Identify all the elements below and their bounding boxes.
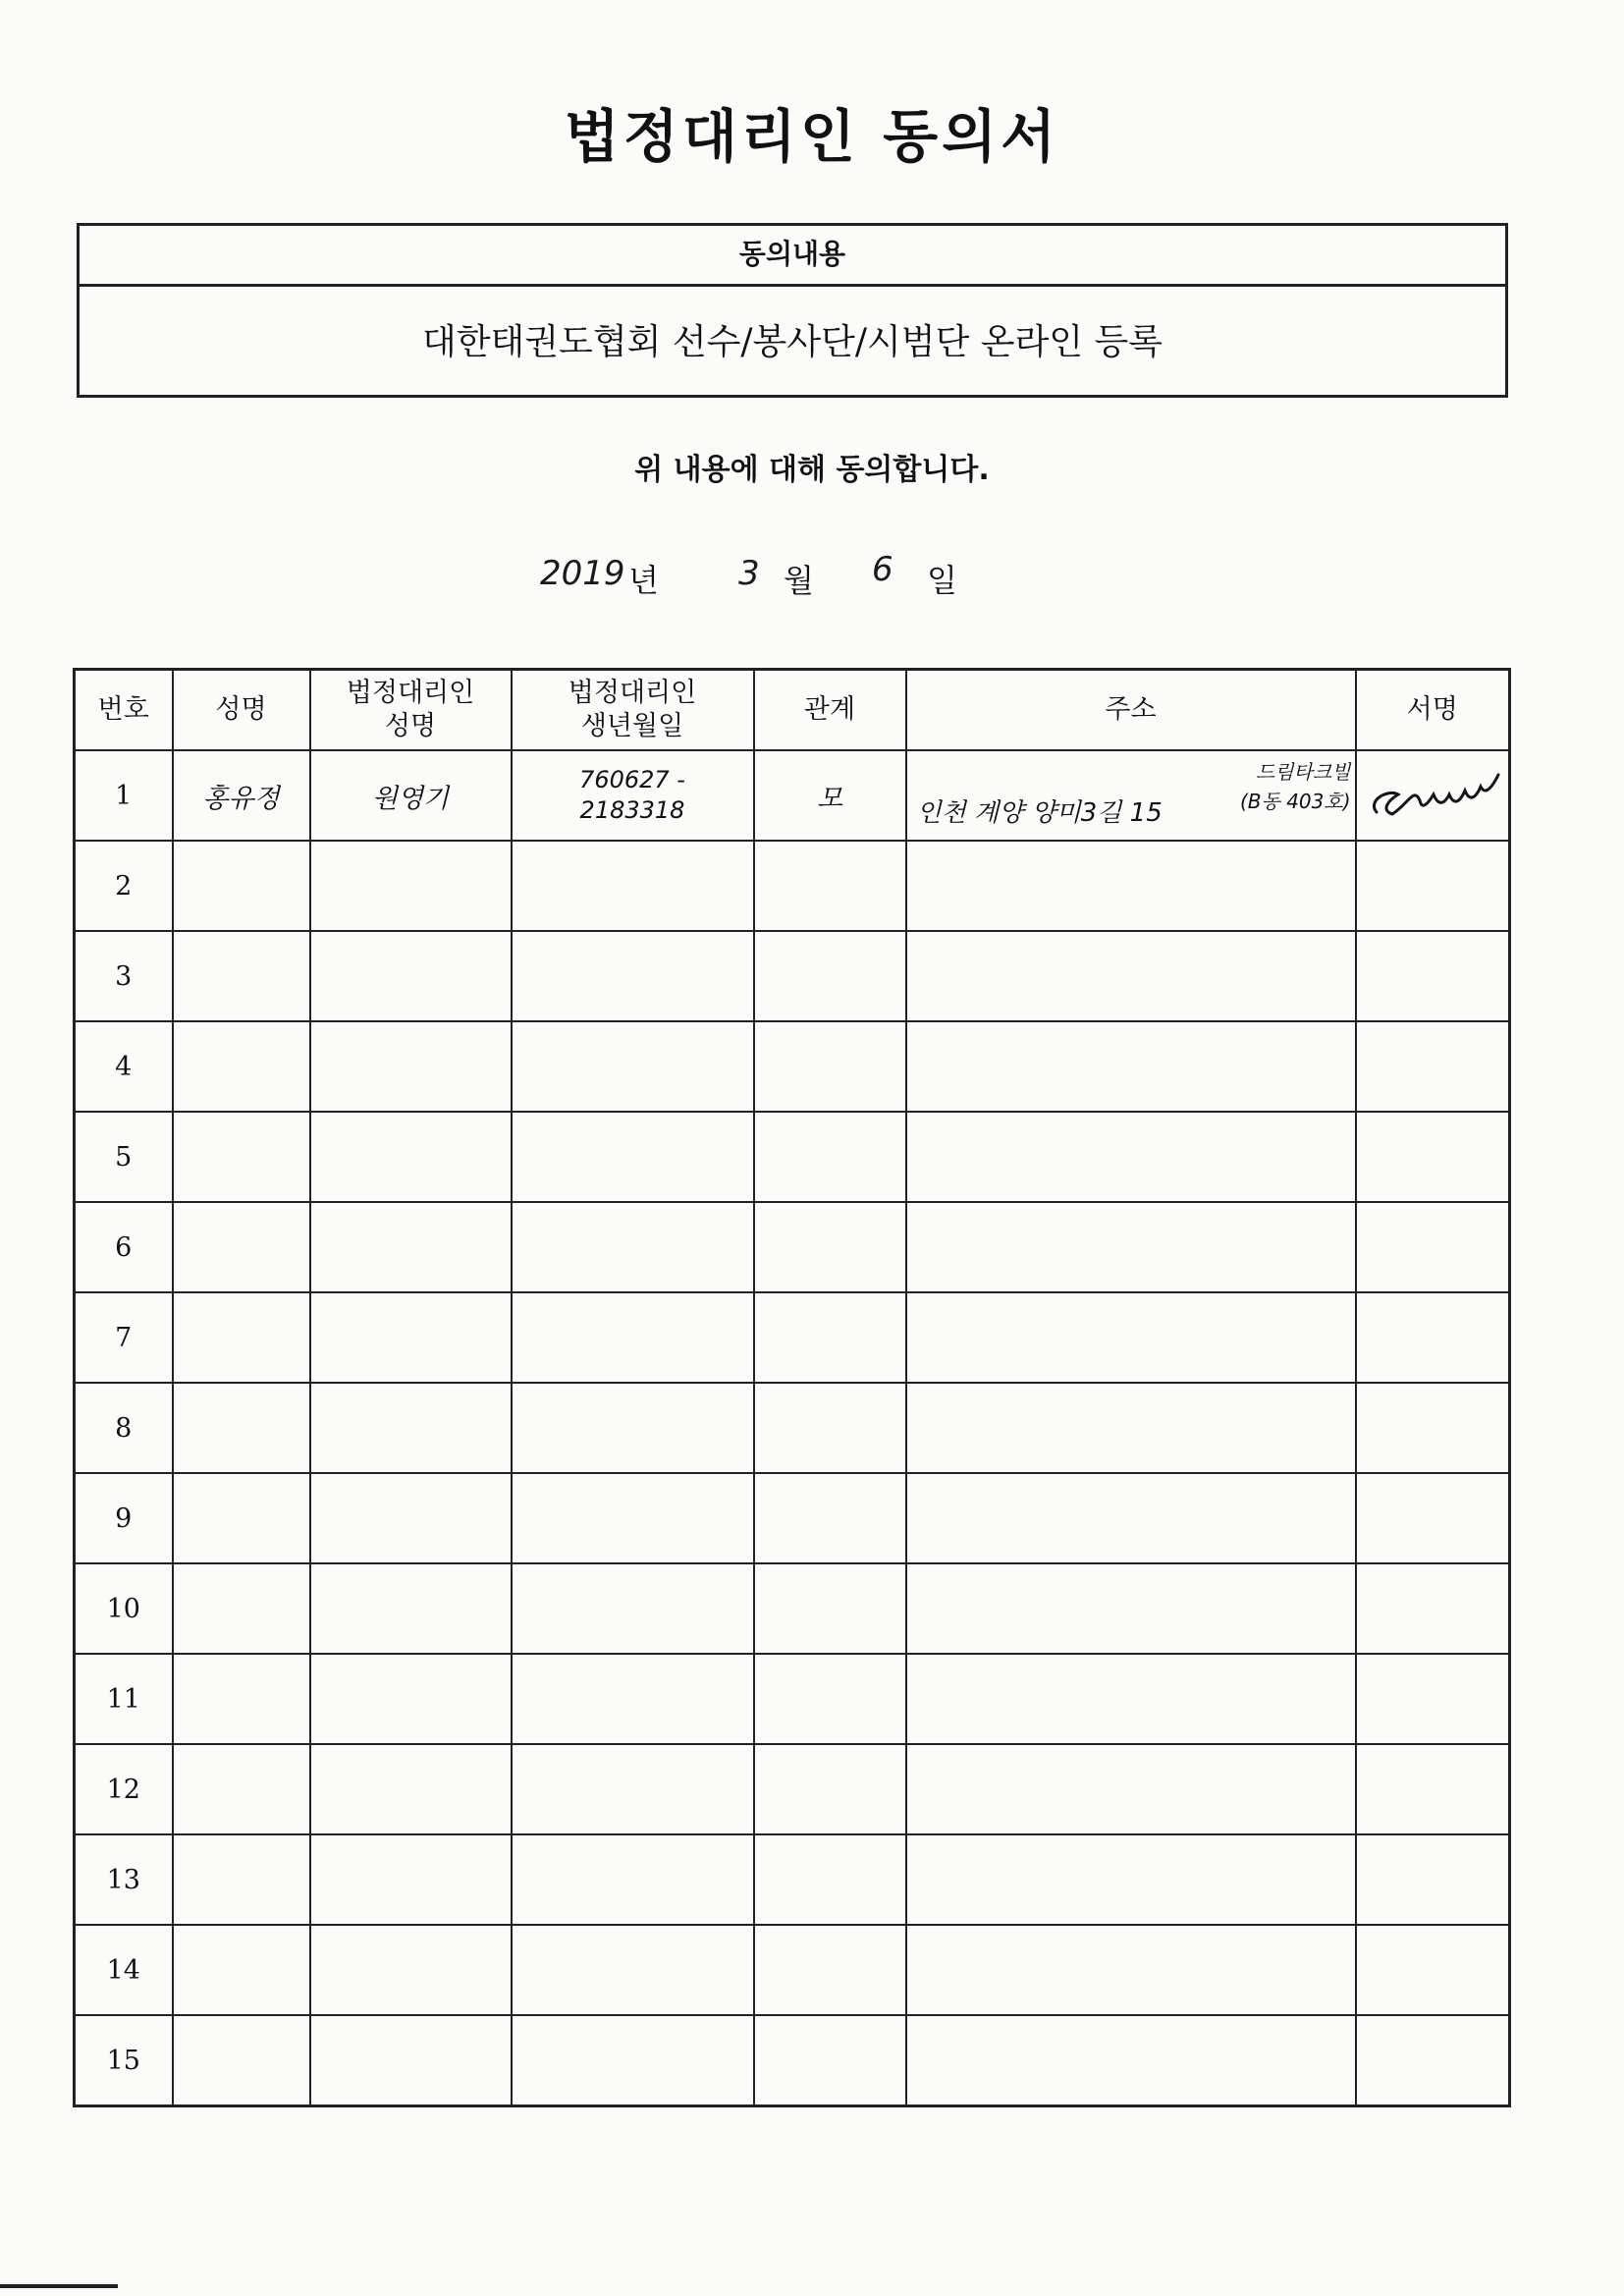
guardian-name: 원영기 xyxy=(310,750,512,841)
table-row xyxy=(75,1383,1510,1473)
empty-cell xyxy=(173,931,310,1021)
empty-cell xyxy=(906,1473,1356,1563)
table-row xyxy=(75,1744,1510,1834)
empty-cell xyxy=(906,931,1356,1021)
row-number: 10 xyxy=(75,1563,173,1654)
empty-cell xyxy=(906,2015,1356,2106)
document-title: 법정대리인 동의서 xyxy=(564,103,1060,170)
empty-cell xyxy=(310,841,512,931)
table-row xyxy=(75,1202,1510,1292)
row-number: 3 xyxy=(75,931,173,1021)
row-number: 2 xyxy=(75,841,173,931)
empty-cell xyxy=(310,1925,512,2015)
empty-cell xyxy=(1356,1654,1510,1744)
empty-cell xyxy=(1356,1021,1510,1112)
row-number: 5 xyxy=(75,1112,173,1202)
empty-cell xyxy=(906,1654,1356,1744)
empty-cell xyxy=(512,2015,754,2106)
date-month: 3 xyxy=(738,554,760,593)
header-signature: 서명 xyxy=(1356,670,1510,751)
scan-edge-mark xyxy=(0,2284,118,2288)
empty-cell xyxy=(1356,1383,1510,1473)
guardian-birth-line2: 2183318 xyxy=(579,796,685,824)
row-number: 13 xyxy=(75,1834,173,1925)
empty-cell xyxy=(1356,1834,1510,1925)
empty-cell xyxy=(173,841,310,931)
empty-cell xyxy=(906,1563,1356,1654)
table-row xyxy=(75,1925,1510,2015)
header-relation: 관계 xyxy=(754,670,906,751)
empty-cell xyxy=(310,1202,512,1292)
address-note-line1: 드림타크빌 xyxy=(1255,760,1351,784)
empty-cell xyxy=(754,1112,906,1202)
empty-cell xyxy=(512,1021,754,1112)
empty-cell xyxy=(754,2015,906,2106)
empty-cell xyxy=(1356,1563,1510,1654)
empty-cell xyxy=(1356,931,1510,1021)
guardian-table xyxy=(73,668,1511,2107)
date-day: 6 xyxy=(872,550,893,589)
empty-cell xyxy=(906,1925,1356,2015)
header-address: 주소 xyxy=(906,670,1356,751)
header-guardian-name-line1: 법정대리인 xyxy=(346,678,475,709)
empty-cell xyxy=(754,1383,906,1473)
row-number: 6 xyxy=(75,1202,173,1292)
empty-cell xyxy=(1356,1744,1510,1834)
header-guardian-name-line2: 성명 xyxy=(384,711,437,741)
empty-cell xyxy=(173,1925,310,2015)
empty-cell xyxy=(173,1473,310,1563)
empty-cell xyxy=(173,1744,310,1834)
empty-cell xyxy=(310,1383,512,1473)
empty-cell xyxy=(310,2015,512,2106)
table-row xyxy=(75,1112,1510,1202)
address-main: 인천 계양 양미3길 15 xyxy=(916,798,1163,828)
empty-cell xyxy=(512,1563,754,1654)
empty-cell xyxy=(512,1834,754,1925)
empty-cell xyxy=(173,1112,310,1202)
guardian-birth-line1: 760627 - xyxy=(579,765,685,793)
empty-cell xyxy=(173,1563,310,1654)
relation: 모 xyxy=(754,750,906,841)
guardian-birth xyxy=(512,750,754,841)
empty-cell xyxy=(310,1292,512,1383)
header-guardian-name xyxy=(310,670,512,751)
row-number: 9 xyxy=(75,1473,173,1563)
empty-cell xyxy=(906,1834,1356,1925)
row-number: 15 xyxy=(75,2015,173,2106)
empty-cell xyxy=(906,1744,1356,1834)
empty-cell xyxy=(512,1202,754,1292)
empty-cell xyxy=(1356,1112,1510,1202)
empty-cell xyxy=(310,1112,512,1202)
empty-cell xyxy=(754,841,906,931)
table-row xyxy=(75,2015,1510,2106)
table-row xyxy=(75,841,1510,931)
table-row xyxy=(75,1654,1510,1744)
empty-cell xyxy=(906,841,1356,931)
empty-cell xyxy=(310,1744,512,1834)
row-number: 1 xyxy=(75,750,173,841)
empty-cell xyxy=(310,1563,512,1654)
row-number: 11 xyxy=(75,1654,173,1744)
empty-cell xyxy=(512,1292,754,1383)
address xyxy=(906,750,1356,841)
table-header-row xyxy=(75,670,1510,751)
row-number: 7 xyxy=(75,1292,173,1383)
date-year: 2019 xyxy=(540,554,625,593)
empty-cell xyxy=(173,1292,310,1383)
signature-cell xyxy=(1356,750,1510,841)
empty-cell xyxy=(310,1021,512,1112)
empty-cell xyxy=(310,1654,512,1744)
empty-cell xyxy=(512,1654,754,1744)
empty-cell xyxy=(754,1744,906,1834)
table-row xyxy=(75,1021,1510,1112)
table-row xyxy=(75,1292,1510,1383)
date-month-unit: 월 xyxy=(784,562,814,599)
empty-cell xyxy=(754,931,906,1021)
address-note-line2: (B동 403호) xyxy=(1240,790,1351,813)
header-guardian-birth-line1: 법정대리인 xyxy=(568,678,697,709)
date-day-unit: 일 xyxy=(927,562,957,599)
empty-cell xyxy=(512,1473,754,1563)
empty-cell xyxy=(906,1021,1356,1112)
empty-cell xyxy=(906,1112,1356,1202)
header-guardian-birth xyxy=(512,670,754,751)
header-guardian-birth-line2: 생년월일 xyxy=(580,711,684,741)
empty-cell xyxy=(512,931,754,1021)
minor-name: 홍유정 xyxy=(173,750,310,841)
row-number: 14 xyxy=(75,1925,173,2015)
empty-cell xyxy=(754,1563,906,1654)
empty-cell xyxy=(1356,1925,1510,2015)
empty-cell xyxy=(512,1925,754,2015)
empty-cell xyxy=(310,1473,512,1563)
empty-cell xyxy=(754,1202,906,1292)
empty-cell xyxy=(1356,1473,1510,1563)
empty-cell xyxy=(754,1925,906,2015)
empty-cell xyxy=(754,1292,906,1383)
empty-cell xyxy=(173,1654,310,1744)
empty-cell xyxy=(754,1654,906,1744)
table-row xyxy=(75,1563,1510,1654)
table-row xyxy=(75,931,1510,1021)
empty-cell xyxy=(906,1202,1356,1292)
row-number: 4 xyxy=(75,1021,173,1112)
consent-header: 동의내용 xyxy=(80,226,1505,287)
handwritten-signature xyxy=(1359,761,1506,830)
empty-cell xyxy=(173,2015,310,2106)
empty-cell xyxy=(1356,1292,1510,1383)
empty-cell xyxy=(310,931,512,1021)
empty-cell xyxy=(173,1021,310,1112)
empty-cell xyxy=(1356,1202,1510,1292)
table-row xyxy=(75,1473,1510,1563)
header-name: 성명 xyxy=(173,670,310,751)
table-row xyxy=(75,1834,1510,1925)
empty-cell xyxy=(173,1202,310,1292)
empty-cell xyxy=(906,1383,1356,1473)
empty-cell xyxy=(512,1744,754,1834)
empty-cell xyxy=(512,841,754,931)
empty-cell xyxy=(754,1834,906,1925)
empty-cell xyxy=(906,1292,1356,1383)
date-year-unit: 년 xyxy=(628,562,659,599)
empty-cell xyxy=(310,1834,512,1925)
row-number: 12 xyxy=(75,1744,173,1834)
empty-cell xyxy=(1356,2015,1510,2106)
empty-cell xyxy=(754,1021,906,1112)
empty-cell xyxy=(173,1834,310,1925)
empty-cell xyxy=(512,1383,754,1473)
row-number: 8 xyxy=(75,1383,173,1473)
empty-cell xyxy=(754,1473,906,1563)
empty-cell xyxy=(1356,841,1510,931)
empty-cell xyxy=(512,1112,754,1202)
header-no: 번호 xyxy=(75,670,173,751)
table-row xyxy=(75,750,1510,841)
consent-body: 대한태권도협회 선수/봉사단/시범단 온라인 등록 xyxy=(421,322,1164,362)
agreement-statement: 위 내용에 대해 동의합니다. xyxy=(634,453,990,487)
address-note xyxy=(1240,757,1351,816)
consent-box xyxy=(77,223,1508,398)
empty-cell xyxy=(173,1383,310,1473)
